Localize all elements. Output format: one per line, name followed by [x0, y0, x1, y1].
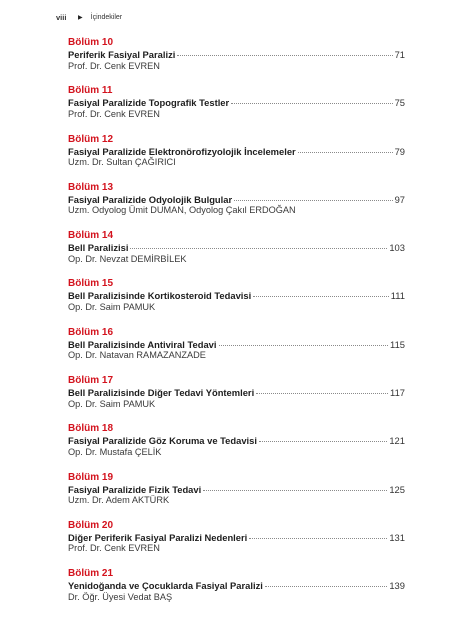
- chapter-number: Bölüm 17: [68, 375, 114, 387]
- chapter-author: Uzm. Odyolog Ümit DUMAN, Odyolog Çakıl ERDOĞAN: [68, 205, 296, 216]
- chapter-number: Bölüm 11: [68, 85, 113, 97]
- chapter-number: Bölüm 19: [68, 471, 114, 483]
- chapter-page[interactable]: 115: [390, 338, 405, 350]
- chapter-author: Uzm. Dr. Adem AKTÜRK: [68, 495, 170, 506]
- table-of-contents: [68, 37, 405, 617]
- chapter-page[interactable]: 71: [394, 49, 405, 60]
- dot-leader: [177, 55, 392, 56]
- chapter-title[interactable]: Bell Paralizisinde Antiviral Tedavi: [68, 338, 217, 350]
- chapter-page[interactable]: 97: [394, 193, 405, 205]
- chapter-page[interactable]: 131: [389, 531, 405, 543]
- dot-leader: [231, 103, 392, 104]
- chapter-number: Bölüm 16: [68, 326, 114, 338]
- chapter-title[interactable]: Periferik Fasiyal Paralizi: [68, 49, 176, 60]
- toc-entry[interactable]: [68, 472, 405, 520]
- chapter-page[interactable]: 117: [390, 387, 405, 399]
- toc-entry[interactable]: [68, 278, 405, 326]
- chapter-title[interactable]: Yenidoğanda ve Çocuklarda Fasiyal Paralizi: [68, 580, 263, 592]
- chapter-number: Bölüm 10: [68, 37, 114, 48]
- chapter-author: Prof. Dr. Cenk EVREN: [68, 108, 160, 119]
- chapter-number: Bölüm 20: [68, 519, 114, 531]
- chapter-page[interactable]: 125: [389, 483, 405, 495]
- chapter-title[interactable]: Fasiyal Paralizide Topografik Testler: [68, 97, 230, 109]
- toc-entry[interactable]: [68, 423, 405, 471]
- chapter-page[interactable]: 111: [390, 290, 405, 302]
- toc-entry[interactable]: [68, 230, 405, 278]
- chapter-number: Bölüm 21: [68, 568, 114, 580]
- toc-entry[interactable]: [68, 37, 405, 85]
- dot-leader: [249, 538, 387, 539]
- chapter-author: Prof. Dr. Cenk EVREN: [68, 60, 160, 71]
- chapter-page[interactable]: 139: [389, 580, 405, 592]
- dot-leader: [298, 152, 393, 153]
- chapter-number: Bölüm 14: [68, 230, 114, 242]
- chapter-author: Op. Dr. Mustafa ÇELİK: [68, 446, 162, 457]
- toc-entry[interactable]: [68, 327, 405, 375]
- chapter-number: Bölüm 15: [68, 278, 114, 290]
- chapter-author: Op. Dr. Natavan RAMAZANZADE: [68, 350, 206, 361]
- dot-leader: [234, 200, 392, 201]
- toc-entry[interactable]: [68, 134, 405, 182]
- chapter-page[interactable]: 121: [389, 435, 405, 447]
- chapter-author: Prof. Dr. Cenk EVREN: [68, 543, 160, 554]
- toc-entry[interactable]: [68, 85, 405, 133]
- chapter-title[interactable]: Bell Paralizisinde Kortikosteroid Tedavisi: [68, 290, 252, 302]
- chapter-page[interactable]: 103: [389, 242, 405, 254]
- chapter-title[interactable]: Fasiyal Paralizide Odyolojik Bulgular: [68, 193, 233, 205]
- dot-leader: [130, 248, 387, 249]
- chapter-number: Bölüm 13: [68, 181, 114, 193]
- chapter-title[interactable]: Diğer Periferik Fasiyal Paralizi Nedenleri: [68, 531, 248, 543]
- page-number: viii: [56, 12, 67, 22]
- toc-entry[interactable]: [68, 520, 405, 568]
- dot-leader: [256, 393, 388, 394]
- toc-entry[interactable]: [68, 375, 405, 423]
- dot-leader: [259, 441, 387, 442]
- dot-leader: [203, 490, 387, 491]
- chapter-author: Op. Dr. Nevzat DEMİRBİLEK: [68, 253, 187, 264]
- chapter-title[interactable]: Fasiyal Paralizide Elektronörofizyolojik İncelemeler: [68, 145, 296, 157]
- chapter-title[interactable]: Fasiyal Paralizide Göz Koruma ve Tedavisi: [68, 435, 257, 447]
- chapter-author: Op. Dr. Saim PAMUK: [68, 301, 156, 312]
- toc-entry[interactable]: [68, 568, 405, 616]
- dot-leader: [219, 345, 389, 346]
- dot-leader: [253, 296, 389, 297]
- chapter-author: Uzm. Dr. Sultan ÇAĞIRICI: [68, 157, 176, 168]
- section-title: İçindekiler: [90, 13, 123, 21]
- dot-leader: [265, 586, 387, 587]
- chapter-author: Dr. Öğr. Üyesi Vedat BAŞ: [68, 591, 173, 602]
- chapter-title[interactable]: Bell Paralizisinde Diğer Tedavi Yöntemleri: [68, 387, 255, 399]
- running-header: [56, 10, 122, 24]
- chapter-number: Bölüm 18: [68, 423, 114, 435]
- chapter-author: Op. Dr. Saim PAMUK: [68, 398, 156, 409]
- chapter-page[interactable]: 75: [394, 97, 405, 109]
- chapter-number: Bölüm 12: [68, 133, 114, 145]
- chapter-title[interactable]: Fasiyal Paralizide Fizik Tedavi: [68, 483, 202, 495]
- toc-entry[interactable]: [68, 182, 405, 230]
- chapter-title[interactable]: Bell Paralizisi: [68, 242, 129, 254]
- chapter-page[interactable]: 79: [394, 145, 405, 157]
- triangle-bullet-icon: ▶: [78, 14, 83, 21]
